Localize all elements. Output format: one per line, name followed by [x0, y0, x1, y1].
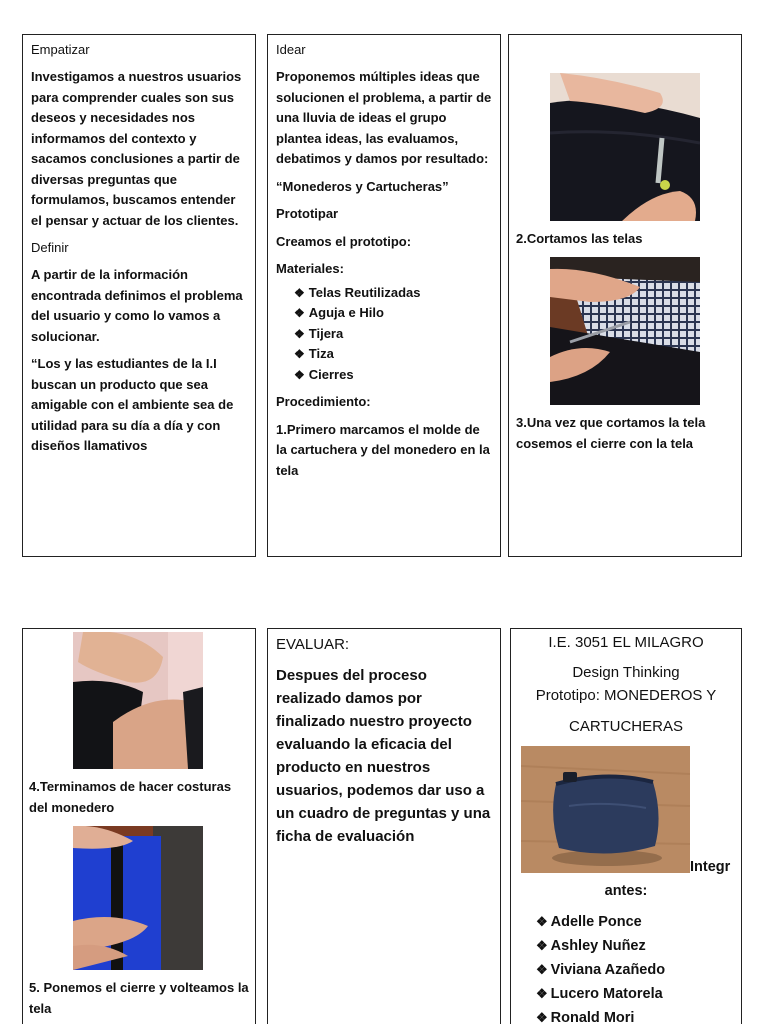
evaluar-heading: EVALUAR: [276, 636, 350, 653]
panel-empatizar-definir [22, 34, 256, 557]
prototipo-text: Creamos el prototipo: [276, 233, 412, 249]
materiales-heading: Materiales: [276, 261, 344, 276]
photo-marking-fabric [550, 73, 700, 221]
diamond-bullet-icon: ❖ [294, 347, 305, 361]
panel-evaluar [267, 628, 501, 1024]
diamond-bullet-icon: ❖ [294, 285, 305, 300]
photo-zipper-purse [73, 826, 203, 970]
photo-cutting-fabric [550, 257, 700, 405]
diamond-bullet-icon: ❖ [536, 914, 548, 929]
diamond-bullet-icon: ❖ [536, 938, 548, 953]
list-item: ❖ Cierres [294, 366, 354, 382]
evaluar-text: Despues del proceso realizado damos por finalizado nuestro proyecto evaluando la eficacia del producto en nuestros usuarios, podemos dar uso a un cuadro de preguntas y una ficha de evaluación [276, 667, 491, 845]
prototipar-heading: Prototipar [276, 206, 339, 221]
photo-sewing-purse [73, 632, 203, 769]
step-1-text: 1.Primero marcamos el molde de la cartuchera y del monedero en la tela [276, 421, 490, 478]
list-item: ❖ Tijera [294, 325, 344, 341]
step-4-caption: 4.Terminamos de hacer costuras del monedero [29, 779, 232, 815]
result-text: “Monederos y Cartucheras” [276, 178, 449, 194]
subtitle-design-thinking: Design Thinking [572, 664, 680, 681]
problem-statement: “Los y las estudiantes de la I.I buscan un producto que sea amigable con el ambiente sea de utilidad para su día a día y con diseños llamativos [31, 356, 234, 453]
diamond-bullet-icon: ❖ [536, 962, 548, 977]
empatizar-heading: Empatizar [31, 42, 90, 57]
diamond-bullet-icon: ❖ [536, 1010, 548, 1024]
list-item: ❖ Adelle Ponce [536, 914, 642, 930]
subtitle-prototipo: Prototipo: MONEDEROS Y [535, 687, 717, 704]
diamond-bullet-icon: ❖ [536, 986, 548, 1001]
step-2-caption: 2.Cortamos las telas [516, 231, 643, 246]
list-item: ❖ Viviana Azañedo [536, 962, 666, 978]
list-item: ❖ Ashley Nuñez [536, 938, 646, 954]
integrantes-label-b: antes: [604, 883, 648, 899]
step-3-caption: 3.Una vez que cortamos la tela cosemos el cierre con la tela [516, 415, 706, 451]
materials-list [276, 283, 492, 386]
photo-finished-purse [521, 746, 690, 873]
list-item: ❖ Tiza [294, 346, 334, 361]
empatizar-text: Investigamos a nuestros usuarios para comprender cuales son sus deseos y necesidades nos informamos del contexto y sacamos conclusiones a partir de diversas preguntas que formulamos, buscamos entender el pensar y actuar de los clientes. [31, 69, 242, 228]
diamond-bullet-icon: ❖ [294, 367, 305, 382]
list-item: ❖ Ronald Mori [536, 1010, 635, 1024]
list-item: ❖ Aguja e Hilo [294, 305, 384, 320]
idear-heading: Idear [276, 42, 306, 57]
members-list [536, 910, 665, 1024]
list-item: ❖ Lucero Matorela [536, 986, 663, 1002]
procedimiento-heading: Procedimiento: [276, 394, 371, 409]
step-5-caption: 5. Ponemos el cierre y volteamos la tela [29, 980, 249, 1016]
list-item: ❖ Telas Reutilizadas [294, 284, 421, 300]
school-name: I.E. 3051 EL MILAGRO [548, 634, 704, 651]
panel-idear-prototipar [267, 34, 501, 557]
integrantes-label-a: Integr [690, 859, 731, 875]
diamond-bullet-icon: ❖ [294, 326, 305, 341]
subtitle-cartucheras: CARTUCHERAS [569, 718, 683, 735]
diamond-bullet-icon: ❖ [294, 306, 305, 320]
definir-heading: Definir [31, 240, 69, 255]
definir-text: A partir de la información encontrada definimos el problema del usuario y como lo vamos a solucionar. [31, 267, 243, 344]
idear-text: Proponemos múltiples ideas que solucionen el problema, a partir de una lluvia de ideas el grupo plantea ideas, las evaluamos, debatimos y damos por resultado: [276, 69, 492, 166]
